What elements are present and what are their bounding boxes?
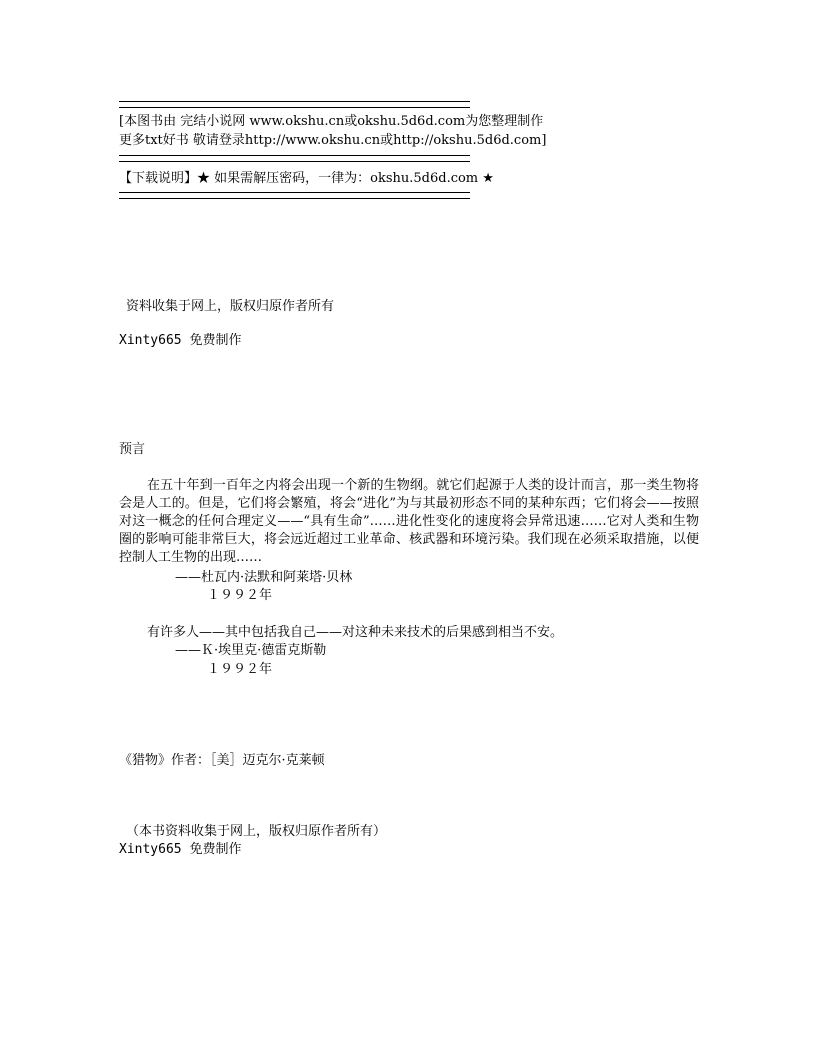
separator-top [119,101,470,108]
separator-bottom [119,192,470,199]
download-note: 【下载说明】★ 如果需解压密码，一律为：okshu.5d6d.com ★ [119,171,494,186]
maker-credit-2: Xinty665 免费制作 [119,842,242,857]
maker-credit: Xinty665 免费制作 [119,333,242,348]
separator-middle [119,155,470,162]
book-title-line: 《猎物》作者：［美］迈克尔·克莱顿 [119,753,325,768]
copyright-note-2: （本书资料收集于网上，版权归原作者所有） [126,824,387,839]
copyright-note: 资料收集于网上，版权归原作者所有 [126,299,335,314]
preface-quote-1: 在五十年到一百年之内将会出现一个新的生物纲。就它们起源于人类的设计而言，那一类生物将会是人工的。但是，它们将会繁殖，将会“进化”为与其最初形态不同的某种东西；它们将会——按照对这一概念的任何合理定义——“具有生命”……进化性变化的速度将会异常迅速……它对人类和生物圈的影响可能非常巨大，将会远近超过工业革命、核武器和环境污染。我们现在必须采取措施，以便控制人工生物的出现…… [119,478,699,565]
attribution-1: ——杜瓦内·法默和阿莱塔·贝林 [175,570,353,585]
header-line-1: [本图书由 完结小说网 www.okshu.cn或okshu.5d6d.com为您整理制作 [119,114,544,129]
year-2: １９９２年 [207,662,273,677]
preface-quote-2: 有许多人——其中包括我自己——对这种未来技术的后果感到相当不安。 [147,625,564,640]
header-line-2: 更多txt好书 敬请登录http://www.okshu.cn或http://okshu.5d6d.com] [119,133,547,148]
year-1: １９９２年 [207,588,273,603]
attribution-2: ——Ｋ·埃里克·德雷克斯勒 [175,643,327,658]
preface-heading: 预言 [119,442,146,457]
